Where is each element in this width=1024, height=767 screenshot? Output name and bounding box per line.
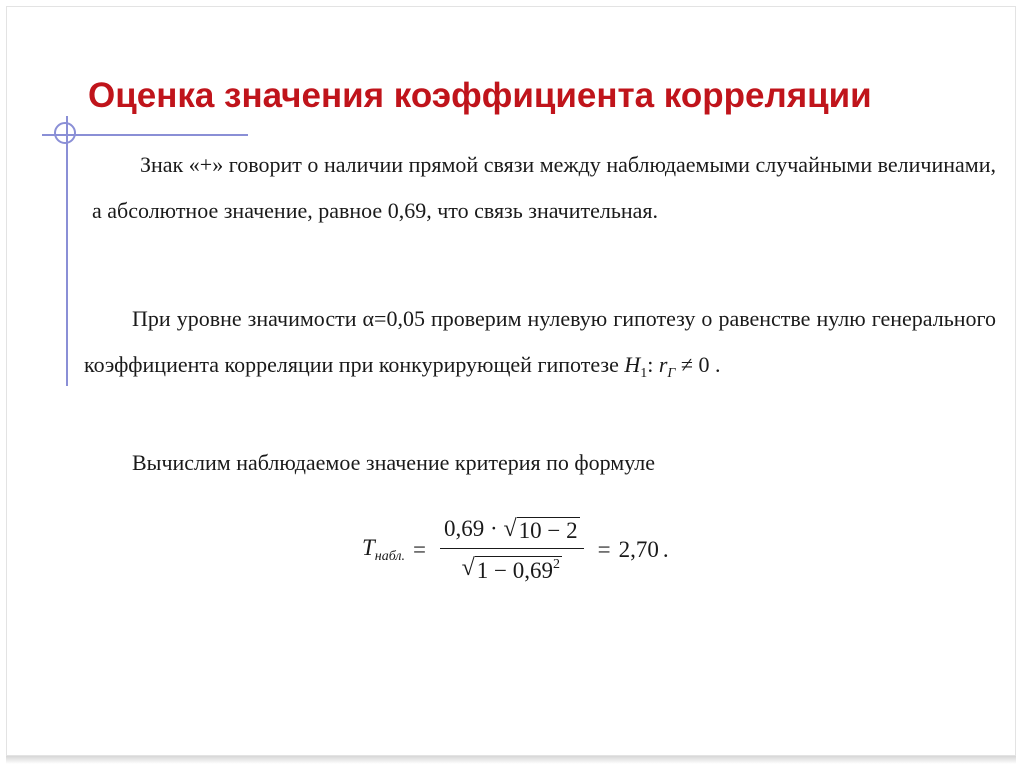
h-subscript: 1 (640, 366, 648, 381)
numerator-coefficient: 0,69 · (444, 515, 498, 541)
decorative-circle (54, 122, 76, 144)
criterion-formula (362, 505, 669, 595)
alternative-hypothesis (624, 352, 721, 381)
denominator-base: 1 − 0,69 (476, 558, 554, 584)
paragraph-hypothesis-text: При уровне значимости α=0,05 проверим нулевую гипотезу о равенстве нулю генерального коэффициента корреляции при конкурирующей гипотезе (84, 306, 996, 377)
slide-shadow (6, 756, 1016, 764)
formula-equals-1: = (413, 537, 427, 562)
hypothesis-relation: ≠ 0 (680, 352, 710, 377)
formula-fraction (440, 516, 584, 585)
hypothesis-period: . (714, 352, 721, 377)
numerator-radicand: 10 − 2 (518, 517, 578, 543)
formula-period: . (662, 537, 669, 562)
r-subscript: Г (667, 366, 676, 381)
numerator-sqrt (503, 517, 579, 544)
formula-result: 2,70 (618, 537, 659, 562)
paragraph-compute: Вычислим наблюдаемое значение критерия по формуле (132, 450, 656, 475)
denominator-sqrt (462, 556, 562, 584)
formula-denominator (458, 549, 566, 584)
radical-sign: √ (461, 555, 475, 582)
formula-lhs (362, 535, 405, 565)
decorative-vertical-line (66, 116, 68, 386)
formula-t-symbol: T (362, 535, 375, 560)
denominator-exponent: 2 (553, 557, 561, 573)
r-symbol: r (658, 352, 668, 377)
slide-title: Оценка значения коэффициента корреляции (88, 76, 872, 115)
radical-sign: √ (503, 515, 517, 542)
denominator-radicand (475, 556, 562, 584)
h-symbol: H (624, 352, 641, 377)
formula-numerator (440, 516, 584, 548)
paragraph-sign-interpretation: Знак «+» говорит о наличии прямой связи между наблюдаемыми случайными величинами, а абсолютное значение, равное 0,69, что связь значительная. (92, 152, 996, 223)
formula-equals-2: = (597, 537, 611, 562)
formula-t-subscript: набл. (374, 549, 406, 564)
hypothesis-colon: : (647, 352, 654, 377)
paragraph-hypothesis (84, 296, 996, 397)
